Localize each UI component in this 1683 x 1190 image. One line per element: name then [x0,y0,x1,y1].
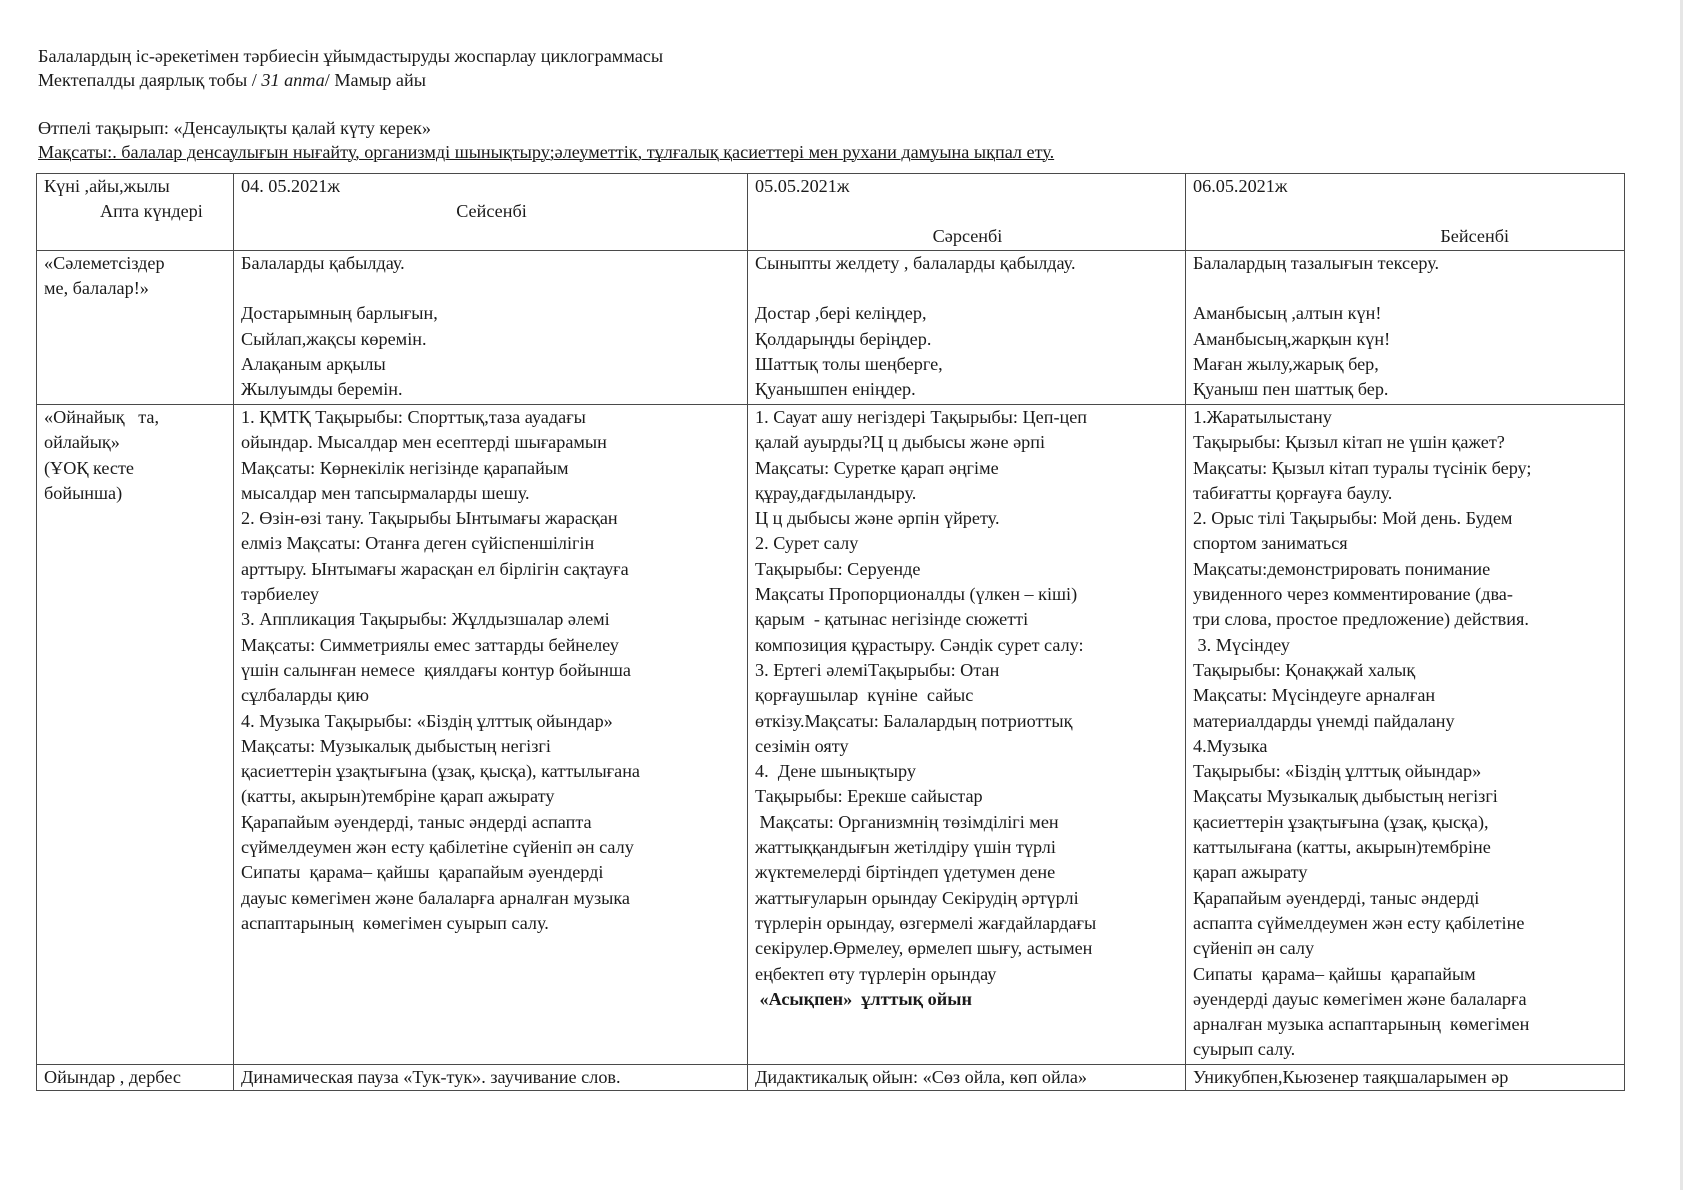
text-line: Мақсаты: Мүсіндеуге арналған [1193,685,1436,706]
text-line: Мақсаты: Суретке қарап әңгіме [755,457,999,478]
text-line: Маған жылу,жарық бер, [1193,353,1379,374]
text-line: композиция құрастыру. Сәндік сурет салу: [755,634,1084,655]
text-line: сүйеніп ән салу [1193,938,1315,959]
text-line: 4. Дене шынықтыру [755,761,916,782]
text-line: материалдарды үнемді пайдалану [1193,710,1455,731]
text-line: табиғатты қорғауға баулу. [1193,482,1393,503]
text-line: түрлерін орындау, өзгермелі жағдайлардағы [755,912,1097,933]
header-label-cell [37,174,234,251]
text-line: 3. Ертегі әлеміТақырыбы: Отан [755,659,1000,680]
text-line: 2. Сурет салу [755,533,859,554]
text-line: өткізу.Мақсаты: Балалардың потриоттық [755,710,1073,731]
text-line: спортом заниматься [1193,533,1348,554]
text-line: дауыс көмегімен және балаларға арналған музыка [241,887,630,908]
activity-cell [1186,405,1625,1065]
text-line: (ҰОҚ кесте [44,457,135,478]
date-label: Күні ,айы,жылы [44,176,170,196]
day-header-tuesday [234,174,748,251]
table-row [37,1065,1625,1091]
text-line: секірулер.Өрмелеу, өрмелеп шығу, астымен [755,938,1093,959]
weekday-label: Апта күндері [100,201,203,222]
text-line: суырып салу. [1193,1039,1296,1060]
text-line: Сипаты қарама– қайшы қарапайым әуендерді [241,862,604,883]
day-weekday: Сейсенбі [456,201,527,222]
text-line: Тақырыбы: Серуенде [755,558,921,579]
text-line: Динамическая пауза «Тук-тук». заучивание слов. [241,1067,621,1087]
transitional-topic: Өтпелі тақырып: «Денсаулықты қалай күту керек» [38,118,431,138]
text-line: қасиеттерін ұзақтығына (ұзақ, қысқа), каттылығана [241,761,641,782]
text-line: 1. Сауат ашу негіздері Тақырыбы: Цеп-цеп [755,407,1088,427]
blank-line [241,276,742,301]
text-line: құрау,дағдыландыру. [755,482,917,503]
document-title: Балалардың іс-әрекетімен тәрбиесін ұйымдастыруды жоспарлау циклограммасы [38,46,664,66]
document-header [38,44,1638,164]
text-line: «Сәлеметсіздер [44,253,165,273]
text-line: Мақсаты: Организмнің төзімділігі мен [755,811,1059,832]
text-line: Достарымның барлығын, [241,303,438,324]
text-line: Мақсаты:демонстрировать понимание [1193,558,1491,579]
text-line: Жылуымды беремін. [241,379,403,400]
text-line: Мақсаты Пропорционалды (үлкен – кіші) [755,584,1078,605]
text-line: аспапта сүймелдеумен жән есту қабілетіне [1193,912,1525,933]
cyclogram-table [36,173,1625,1091]
row-label-cell [37,1065,234,1091]
text-line: Шаттық толы шеңберге, [755,353,943,374]
day-date: 06.05.2021ж [1193,176,1288,196]
text-line: 3. Мүсіндеу [1193,634,1290,655]
text-line: Уникубпен,Кьюзенер таяқшаларымен әр [1193,1067,1509,1087]
text-line: 4. Музыка Тақырыбы: «Біздің ұлттық ойындар» [241,710,613,731]
text-line: 3. Аппликация Тақырыбы: Жұлдызшалар әлемі [241,609,610,630]
text-line: Мақсаты: Симметриялы емес заттарды бейнелеу [241,634,619,655]
text-line: Қуаныш пен шаттық бер. [1193,379,1389,400]
text-line: ойлайық» [44,432,120,453]
text-line: ме, балалар!» [44,278,149,299]
activity-cell [234,251,748,405]
text-line: Сыныпты желдету , балаларды қабылдау. [755,253,1076,273]
text-line: арналған музыка аспаптарының көмегімен [1193,1014,1530,1035]
day-weekday: Бейсенбі [1440,226,1509,247]
text-line: қорғаушылар күніне сайыс [755,685,974,706]
month-label: / Мамыр айы [324,70,426,90]
text-line: сүймелдеумен жән есту қабілетіне сүйеніп ән салу [241,837,634,858]
text-line: бойынша) [44,482,123,503]
group-prefix: Мектепалды даярлық тобы / [38,70,262,90]
week-number: 31 апта [261,70,325,90]
text-line: 1.Жаратылыстану [1193,407,1332,427]
text-line: сұлбаларды қию [241,685,369,706]
text-line: әуендерді дауыс көмегімен және балаларға [1193,988,1527,1009]
goal-line: Мақсаты:. балалар денсаулығын нығайту, организмді шынықтыру;әлеуметтік, тұлғалық қасиеттері мен рухани дамуына ықпал ету. [38,142,1055,162]
text-line: Тақырыбы: «Біздің ұлттық ойындар» [1193,761,1482,782]
text-line: (катты, акырын)тембріне қарап ажырату [241,786,555,807]
text-line: Қарапайым әуендерді, таныс әндерді [1193,887,1480,908]
group-line [38,68,1638,92]
activity-cell [748,1065,1186,1091]
activity-cell [1186,1065,1625,1091]
text-line: қалай ауырды?Ц ц дыбысы және әрпі [755,432,1046,453]
text-line: Тақырыбы: Қонақжай халық [1193,659,1416,680]
national-game-title: «Асықпен» ұлттық ойын [755,988,972,1009]
row-label-cell [37,405,234,1065]
text-line: аспаптарының көмегімен суырып салу. [241,912,549,933]
text-line: 1. ҚМТҚ Тақырыбы: Спорттық,таза ауадағы [241,407,586,427]
text-line: 2. Өзін-өзі тану. Тақырыбы Ынтымағы жарасқан [241,508,618,529]
text-line: Аманбысың,жарқын күн! [1193,328,1391,349]
text-line: три слова, простое предложение) действия. [1193,609,1529,630]
day-date: 04. 05.2021ж [241,176,340,196]
activity-cell [234,1065,748,1091]
text-line: Мақсаты: Қызыл кітап туралы түсінік беру; [1193,457,1532,478]
text-line: «Ойнайық та, [44,407,159,427]
text-line: тәрбиелеу [241,584,319,605]
activity-cell [234,405,748,1065]
activity-cell [1186,251,1625,405]
text-line: увиденного через комментирование (два- [1193,584,1513,605]
text-line: Ойындар , дербес [44,1067,181,1087]
text-line: елміз Мақсаты: Отанға деген сүйіспеншілігін [241,533,595,554]
text-line: қасиеттерін ұзақтығына (ұзақ, қысқа), [1193,811,1489,832]
text-line: жүктемелерді біртіндеп үдетумен дене [755,862,1056,883]
text-line: арттыру. Ынтымағы жарасқан ел бірлігін сақтауға [241,558,629,579]
day-date: 05.05.2021ж [755,176,850,196]
text-line: Сипаты қарама– қайшы қарапайым [1193,963,1476,984]
blank-line [1193,276,1619,301]
text-line: үшін салынған немесе қиялдағы контур бойынша [241,659,631,680]
text-line: Достар ,бері келіңдер, [755,303,927,324]
text-line: Мақсаты: Музыкалық дыбыстың негізгі [241,735,551,756]
text-line: қарым - қатынас негізінде сюжетті [755,609,1029,630]
text-line: Алақаным арқылы [241,353,386,374]
text-line: мысалдар мен тапсырмаларды шешу. [241,482,530,503]
activity-cell [748,405,1186,1065]
table-row [37,251,1625,405]
text-line: Қарапайым әуендерді, таныс әндерді аспапта [241,811,592,832]
table-header-row [37,174,1625,251]
text-line: Қуанышпен еніңдер. [755,379,916,400]
activity-cell [748,251,1186,405]
text-line: Тақырыбы: Қызыл кітап не үшін қажет? [1193,432,1505,453]
text-line: Қолдарыңды беріңдер. [755,328,932,349]
day-header-thursday [1186,174,1625,251]
text-line: Балаларды қабылдау. [241,253,405,273]
text-line: Балалардың тазалығын тексеру. [1193,253,1440,273]
text-line: жаттығуларын орындау Секірудің әртүрлі [755,887,1079,908]
row-label-cell [37,251,234,405]
text-line: каттылығана (катты, акырын)тембріне [1193,837,1491,858]
text-line: Ц ц дыбысы және әрпін үйрету. [755,508,1000,529]
text-line: 4.Музыка [1193,735,1268,756]
day-weekday: Сәрсенбі [932,226,1003,247]
text-line: еңбектеп өту түрлерін орындау [755,963,997,984]
text-line: 2. Орыс тілі Тақырыбы: Мой день. Будем [1193,508,1513,529]
text-line: Мақсаты Музыкалық дыбыстың негізгі [1193,786,1498,807]
blank-line [755,276,1180,301]
text-line: Аманбысың ,алтын күн! [1193,303,1382,324]
text-line: Дидактикалық ойын: «Сөз ойла, көп ойла» [755,1067,1087,1087]
text-line: ойындар. Мысалдар мен есептерді шығарамын [241,432,607,453]
table-row [37,405,1625,1065]
text-line: Тақырыбы: Ерекше сайыстар [755,786,983,807]
text-line: Сыйлап,жақсы көремін. [241,328,427,349]
day-header-wednesday [748,174,1186,251]
text-line: қарап ажырату [1193,862,1308,883]
text-line: сезімін ояту [755,735,849,756]
text-line: жаттыққандығын жетілдіру үшін түрлі [755,837,1056,858]
text-line: Мақсаты: Көрнекілік негізінде қарапайым [241,457,569,478]
